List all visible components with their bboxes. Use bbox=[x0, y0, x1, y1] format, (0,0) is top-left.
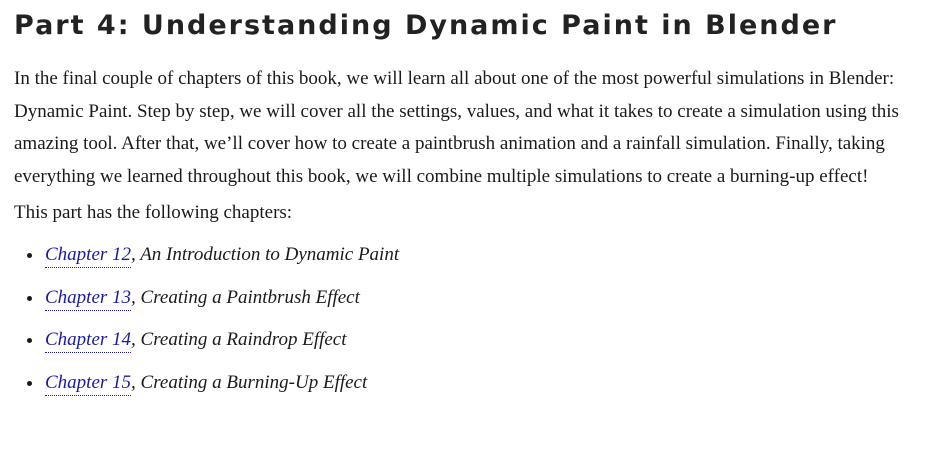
chapters-lead-text: This part has the following chapters: bbox=[14, 202, 293, 223]
chapter-title: , Creating a Burning-Up Effect bbox=[131, 371, 368, 393]
bullet-icon bbox=[27, 296, 32, 301]
chapter-title: , An Introduction to Dynamic Paint bbox=[131, 244, 400, 265]
bullet-icon bbox=[27, 253, 32, 258]
chapter-title: , Creating a Raindrop Effect bbox=[131, 329, 347, 350]
list-item bbox=[14, 324, 920, 367]
chapter-14-link[interactable]: Chapter 14 bbox=[45, 329, 131, 353]
list-item bbox=[14, 367, 920, 410]
list-item bbox=[14, 282, 920, 325]
chapter-15-link[interactable]: Chapter 15 bbox=[45, 372, 131, 396]
bullet-icon bbox=[27, 381, 32, 386]
chapter-list bbox=[14, 239, 920, 409]
chapter-12-link[interactable]: Chapter 12 bbox=[45, 244, 131, 268]
part-heading: Part 4: Understanding Dynamic Paint in Blender bbox=[14, 10, 838, 41]
intro-paragraph: In the final couple of chapters of this book, we will learn all about one of the most powerful simulations in Blender: Dynamic Paint. Step by step, we will cover all the settings, values, and what it takes to create a simulation using this amazing tool. After that, we’ll cover how to create a paintbrush animation and a rainfall simulation. Finally, taking everything we learned throughout this book, we will combine multiple simulations to create a burning-up effect! bbox=[14, 68, 899, 187]
bullet-icon bbox=[27, 338, 32, 343]
document-page bbox=[14, 0, 920, 409]
chapter-title: , Creating a Paintbrush Effect bbox=[131, 286, 360, 308]
list-item bbox=[14, 239, 920, 282]
chapter-13-link[interactable]: Chapter 13 bbox=[45, 287, 131, 311]
